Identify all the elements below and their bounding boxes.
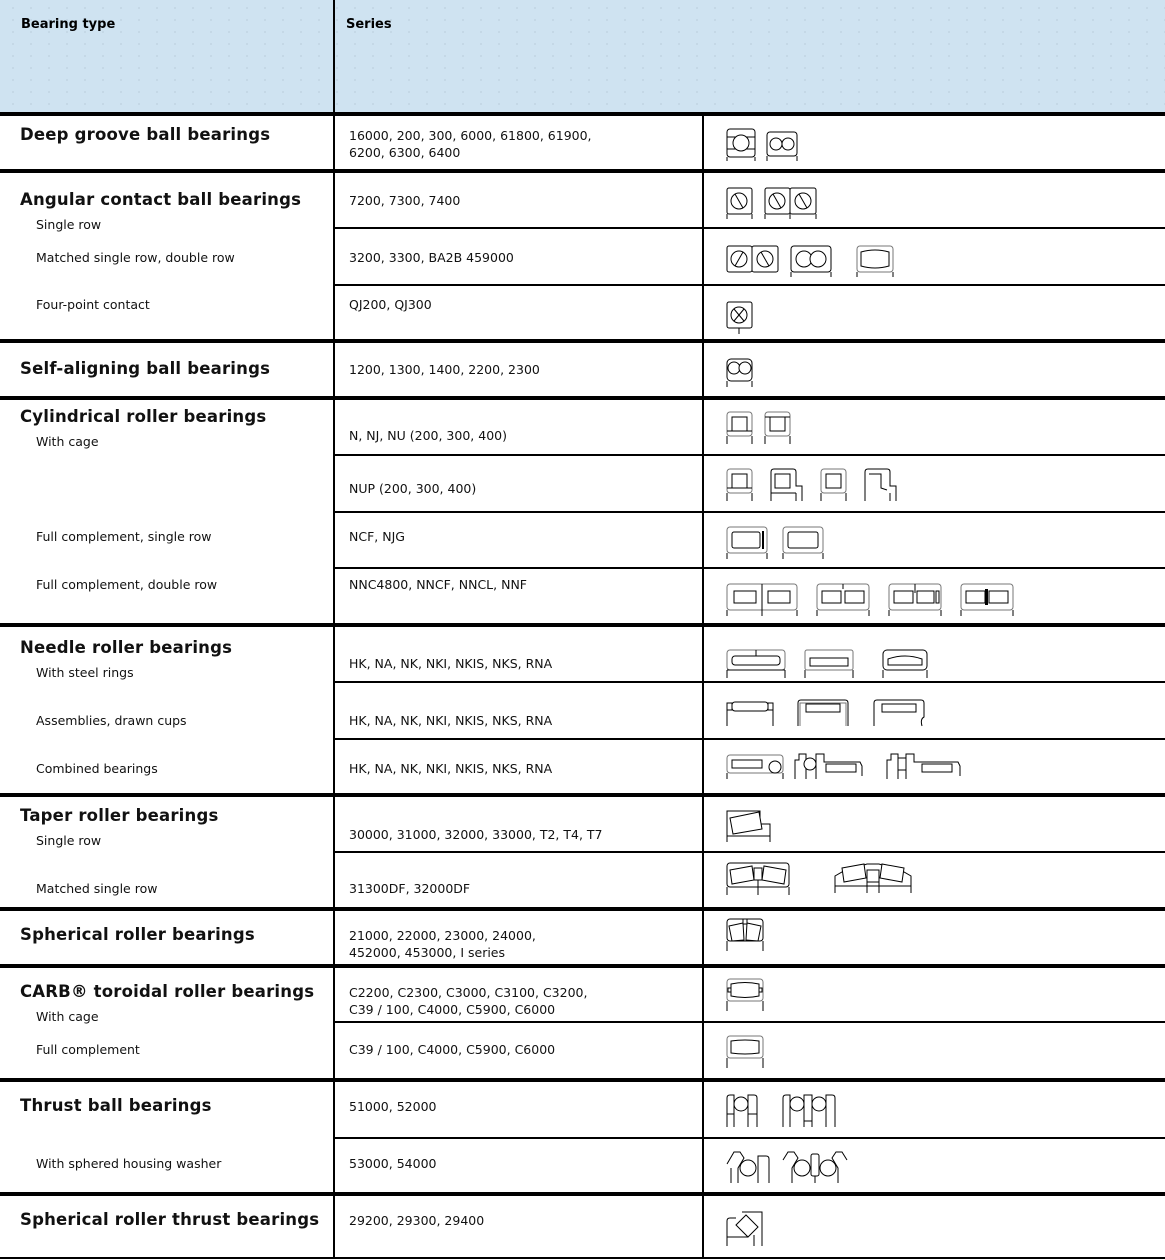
cylindrical-nup-alt-icon [864, 468, 898, 502]
row-divider [334, 511, 1165, 513]
spherical-roller-thrust-icon [726, 1211, 764, 1247]
bearing-subtype-label: Single row [36, 833, 102, 848]
series-value: 21000, 22000, 23000, 24000, 452000, 453000, I series [349, 928, 536, 960]
drawing-group [726, 1094, 836, 1128]
drawing-group [726, 468, 898, 502]
section-divider [0, 793, 1165, 797]
series-value: 3200, 3300, BA2B 459000 [349, 250, 514, 265]
series-value: 16000, 200, 300, 6000, 61800, 61900, 6200, 6300, 6400 [349, 128, 592, 160]
thrust-ball-sphered-double-icon [782, 1150, 848, 1184]
series-value: QJ200, QJ300 [349, 297, 432, 312]
drawing-group [726, 526, 824, 560]
series-value: 30000, 31000, 32000, 33000, T2, T4, T7 [349, 827, 603, 842]
thrust-ball-sphered-single-icon [726, 1150, 770, 1184]
deep-groove-double-row-icon [766, 128, 798, 162]
series-value: NCF, NJG [349, 529, 405, 544]
taper-matched-db-icon [834, 862, 912, 896]
full-complement-ncf-icon [726, 526, 768, 560]
section-divider [0, 339, 1165, 343]
cylindrical-nu-icon [764, 411, 792, 445]
bearing-subtype-label: With steel rings [36, 665, 134, 680]
drawing-group [726, 1150, 848, 1184]
double-row-nnc-icon [726, 583, 798, 617]
cylindrical-nj-alt-icon [820, 468, 848, 502]
row-divider [334, 1137, 1165, 1139]
series-value: 53000, 54000 [349, 1156, 437, 1171]
needle-combined-thrust-roller-icon [886, 752, 962, 780]
carb-with-cage-icon [726, 978, 764, 1012]
angular-contact-pair-icon [764, 186, 818, 220]
row-divider [334, 681, 1165, 683]
bearing-subtype-label: With cage [36, 1009, 99, 1024]
series-value: 7200, 7300, 7400 [349, 193, 461, 208]
column-divider-drawing [702, 113, 704, 1259]
needle-combined-thrust-ball-icon [794, 752, 864, 780]
table-header [0, 0, 1165, 113]
angular-contact-double-row-icon [790, 244, 832, 278]
header-series: Series [346, 17, 392, 32]
cylindrical-n-icon [726, 411, 754, 445]
series-value: C39 / 100, C4000, C5900, C6000 [349, 1042, 556, 1057]
drawing-group [726, 699, 926, 727]
series-value: NNC4800, NNCF, NNCL, NNF [349, 577, 527, 592]
drawing-group [726, 1211, 764, 1247]
taper-matched-df-icon [726, 862, 790, 896]
drawing-group [726, 1035, 764, 1069]
drawn-cup-closed-icon [872, 699, 926, 727]
taper-single-row-icon [726, 809, 772, 843]
thrust-ball-single-icon [726, 1094, 760, 1128]
needle-steel-ring-rna-icon [804, 649, 854, 679]
double-row-nnf-icon [960, 583, 1014, 617]
series-value: C2200, C2300, C3000, C3100, C3200, C39 / 100, C4000, C5900, C6000 [349, 985, 588, 1017]
carb-full-complement-icon [726, 1035, 764, 1069]
bearing-type-title: CARB® toroidal roller bearings [20, 982, 315, 1001]
row-divider [334, 738, 1165, 740]
bearing-subtype-label: Full complement, single row [36, 529, 212, 544]
bearing-type-title: Thrust ball bearings [20, 1096, 212, 1115]
drawing-group [726, 128, 798, 162]
bearing-subtype-label: Matched single row, double row [36, 250, 235, 265]
row-divider [334, 567, 1165, 569]
section-divider [0, 112, 1165, 116]
section-divider [0, 623, 1165, 627]
bearing-type-title: Taper roller bearings [20, 806, 219, 825]
drawing-group [726, 649, 928, 679]
needle-cage-assembly-icon [726, 699, 774, 727]
needle-combined-ball-icon [726, 752, 784, 780]
row-divider [334, 1021, 1165, 1023]
bearing-subtype-label: Single row [36, 217, 102, 232]
series-value: 1200, 1300, 1400, 2200, 2300 [349, 362, 540, 377]
row-divider [334, 454, 1165, 456]
drawing-group [726, 918, 764, 952]
double-row-nncf-icon [816, 583, 870, 617]
bearing-type-title: Needle roller bearings [20, 638, 233, 657]
thrust-ball-double-icon [782, 1094, 836, 1128]
series-value: 29200, 29300, 29400 [349, 1213, 485, 1228]
angular-contact-single-icon [726, 186, 754, 220]
bearing-subtype-label: Assemblies, drawn cups [36, 713, 187, 728]
series-value: 51000, 52000 [349, 1099, 437, 1114]
bearing-type-title: Deep groove ball bearings [20, 125, 271, 144]
column-divider-series [333, 113, 335, 1259]
header-column-divider [333, 0, 335, 113]
section-divider [0, 169, 1165, 173]
bearing-type-title: Angular contact ball bearings [20, 190, 302, 209]
bearing-type-title: Self-aligning ball bearings [20, 359, 271, 378]
bearing-subtype-label: Matched single row [36, 881, 158, 896]
section-divider [0, 907, 1165, 911]
deep-groove-single-row-icon [726, 128, 756, 162]
drawing-group [726, 186, 818, 220]
bearing-type-title: Spherical roller bearings [20, 925, 255, 944]
needle-steel-ring-nk-icon [882, 649, 928, 679]
drawing-group [726, 978, 764, 1012]
drawing-group [726, 583, 1014, 617]
bearing-subtype-label: Full complement, double row [36, 577, 218, 592]
table-bottom-border [0, 1257, 1165, 1259]
drawing-group [726, 244, 896, 278]
cylindrical-nup-icon [770, 468, 804, 502]
series-value: HK, NA, NK, NKI, NKIS, NKS, RNA [349, 713, 553, 728]
section-divider [0, 1078, 1165, 1082]
drawing-group [726, 862, 912, 896]
angular-contact-bearing-unit-icon [856, 244, 896, 278]
series-value: NUP (200, 300, 400) [349, 481, 477, 496]
full-complement-njg-icon [782, 526, 824, 560]
header-bearing-type: Bearing type [21, 17, 116, 32]
series-value: HK, NA, NK, NKI, NKIS, NKS, RNA [349, 761, 553, 776]
bearing-subtype-label: Full complement [36, 1042, 140, 1057]
row-divider [334, 284, 1165, 286]
double-row-nncl-icon [888, 583, 942, 617]
drawing-group [726, 411, 792, 445]
row-divider [334, 227, 1165, 229]
bearing-type-title: Spherical roller thrust bearings [20, 1210, 320, 1229]
section-divider [0, 1192, 1165, 1196]
cylindrical-nj-icon [726, 468, 754, 502]
spherical-roller-icon [726, 918, 764, 952]
section-divider [0, 964, 1165, 968]
drawing-group [726, 358, 754, 388]
bearing-type-title: Cylindrical roller bearings [20, 407, 267, 426]
drawing-group [726, 809, 772, 843]
drawing-group [726, 752, 962, 780]
bearing-subtype-label: Four-point contact [36, 297, 150, 312]
drawing-group [726, 301, 754, 335]
section-divider [0, 396, 1165, 400]
angular-contact-matched-icon [726, 244, 780, 278]
series-value: 31300DF, 32000DF [349, 881, 471, 896]
self-aligning-ball-icon [726, 358, 754, 388]
four-point-contact-icon [726, 301, 754, 335]
needle-steel-ring-na-icon [726, 649, 786, 679]
bearing-subtype-label: With cage [36, 434, 99, 449]
series-value: N, NJ, NU (200, 300, 400) [349, 428, 507, 443]
bearing-subtype-label: Combined bearings [36, 761, 158, 776]
row-divider [334, 851, 1165, 853]
bearing-subtype-label: With sphered housing washer [36, 1156, 222, 1171]
series-value: HK, NA, NK, NKI, NKIS, NKS, RNA [349, 656, 553, 671]
drawn-cup-open-icon [796, 699, 850, 727]
